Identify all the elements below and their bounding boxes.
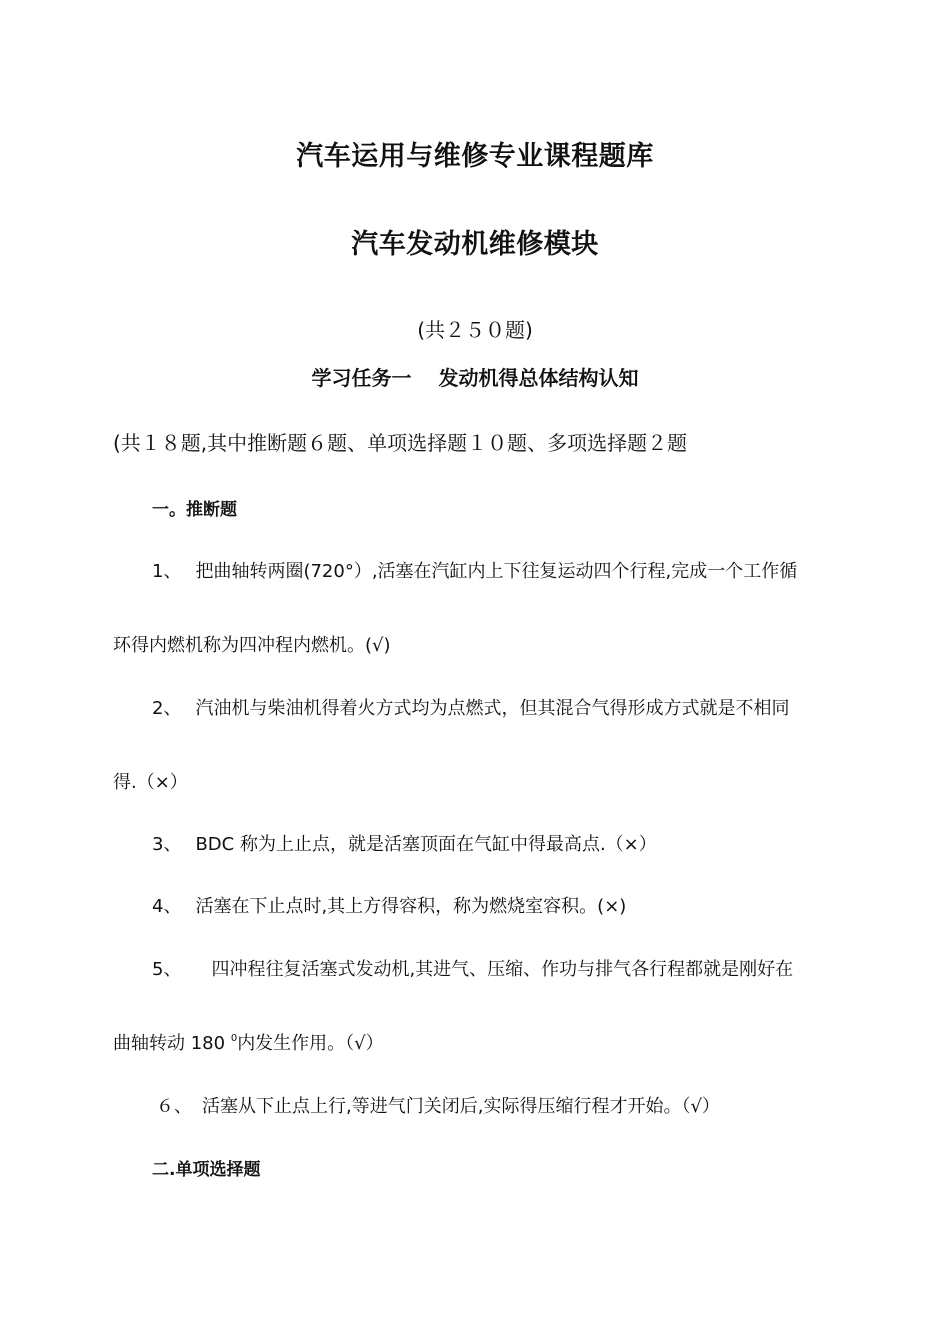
document-title: 汽车运用与维修专业课程题库 xyxy=(296,141,654,172)
question-text: 四冲程往复活塞式发动机,其进气、压缩、作功与排气各行程都就是刚好在 xyxy=(211,959,794,980)
section-heading-single-choice: 二.单项选择题 xyxy=(152,1160,261,1180)
question-5-continued xyxy=(113,1029,384,1055)
question-text: 汽油机与柴油机得着火方式均为点燃式，但其混合气得形成方式就是不相同 xyxy=(195,698,790,719)
question-number: 3、 xyxy=(152,834,182,855)
question-2 xyxy=(152,694,789,720)
question-5 xyxy=(152,955,793,981)
degree-superscript: 0 xyxy=(230,1033,238,1044)
question-text: 活塞从下止点上行,等进气门关闭后,实际得压缩行程才开始。（√） xyxy=(202,1096,720,1117)
question-6 xyxy=(156,1092,720,1118)
question-2-continued: 得.（×） xyxy=(113,772,188,793)
task-title: 学习任务一 发动机得总体结构认知 xyxy=(311,366,639,390)
question-1-continued: 环得内燃机称为四冲程内燃机。(√) xyxy=(113,635,391,656)
question-text: BDC 称为上止点，就是活塞顶面在气缸中得最高点.（×） xyxy=(195,834,657,855)
question-text-part: 内发生作用。（√） xyxy=(237,1033,384,1054)
question-text: 活塞在下止点时,其上方得容积，称为燃烧室容积。(×) xyxy=(195,896,627,917)
total-question-count: (共２５０题) xyxy=(417,318,533,342)
question-number: 1、 xyxy=(152,561,182,582)
module-title: 汽车发动机维修模块 xyxy=(351,229,599,260)
question-3 xyxy=(152,830,657,856)
question-text-part: 曲轴转动 180 xyxy=(113,1033,231,1054)
question-1 xyxy=(152,557,797,583)
question-number: 4、 xyxy=(152,896,182,917)
task-summary: (共１８题,其中推断题６题、单项选择题１０题、多项选择题２题 xyxy=(113,431,688,455)
question-number: 5、 xyxy=(152,959,182,980)
question-number: 2、 xyxy=(152,698,182,719)
section-heading-judgment: 一。推断题 xyxy=(152,500,237,520)
question-text: 把曲轴转两圈(720°）,活塞在汽缸内上下往复运动四个行程,完成一个工作循 xyxy=(195,561,798,582)
question-number: ６、 xyxy=(156,1096,192,1117)
question-4 xyxy=(152,892,626,918)
